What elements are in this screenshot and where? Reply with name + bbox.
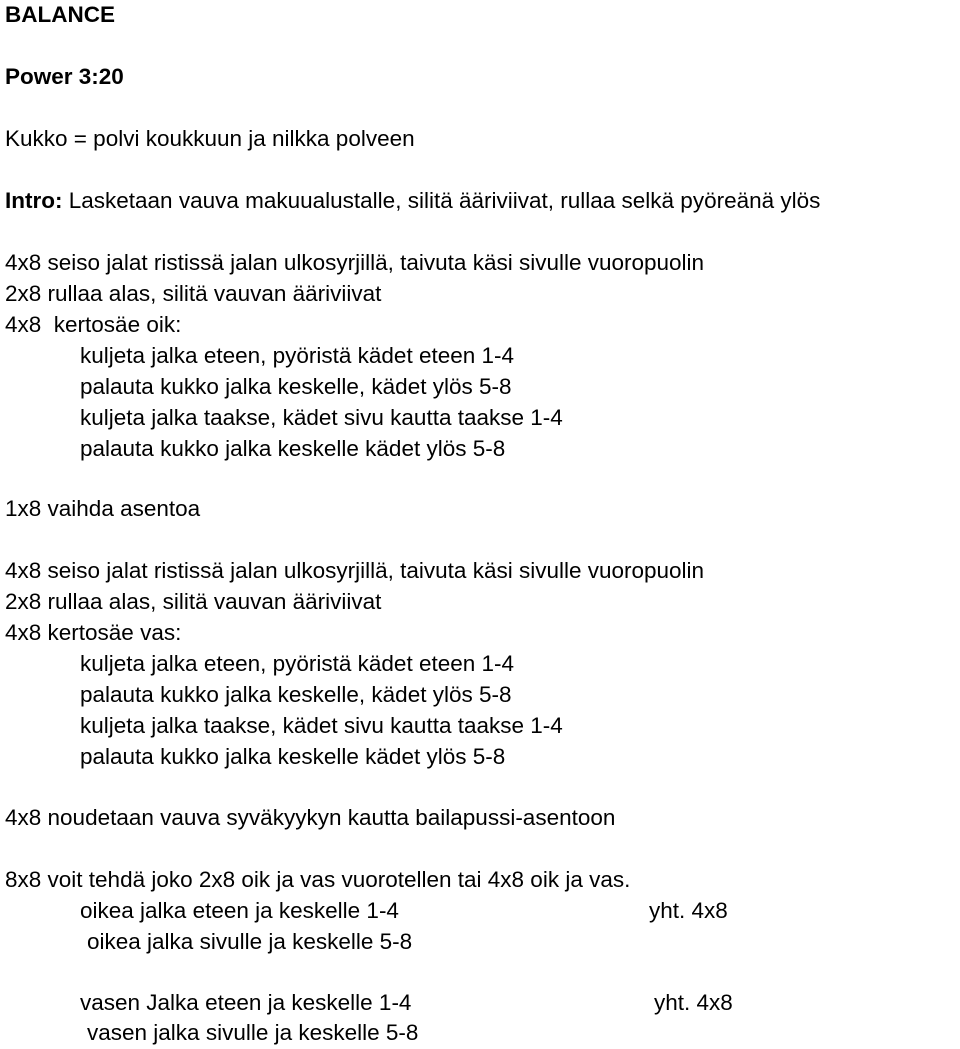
kukko-definition: Kukko = polvi koukkuun ja nilkka polveen bbox=[5, 126, 415, 151]
power-heading: Power 3:20 bbox=[5, 64, 124, 89]
block2-line3: 4x8 kertosäe vas: bbox=[5, 620, 182, 645]
switch-position: 1x8 vaihda asentoa bbox=[5, 496, 201, 521]
block1-step: palauta kukko jalka keskelle, kädet ylös 5-8 bbox=[80, 374, 512, 399]
block1-step: kuljeta jalka eteen, pyöristä kädet eteen 1-4 bbox=[80, 343, 515, 368]
block1-line2: 2x8 rullaa alas, silitä vauvan ääriviivat bbox=[5, 281, 382, 306]
block2-step: kuljeta jalka eteen, pyöristä kädet eteen 1-4 bbox=[80, 651, 515, 676]
block1-step: kuljeta jalka taakse, kädet sivu kautta taakse 1-4 bbox=[80, 405, 563, 430]
title: BALANCE bbox=[5, 2, 115, 27]
final-right1: oikea jalka eteen ja keskelle 1-4 bbox=[80, 898, 399, 923]
final-left2: vasen jalka sivulle ja keskelle 5-8 bbox=[87, 1020, 419, 1045]
block2-line2: 2x8 rullaa alas, silitä vauvan ääriviivat bbox=[5, 589, 382, 614]
intro-line bbox=[5, 186, 820, 216]
block1-line1: 4x8 seiso jalat ristissä jalan ulkosyrjillä, taivuta käsi sivulle vuoropuolin bbox=[5, 250, 705, 275]
block2-step: kuljeta jalka taakse, kädet sivu kautta taakse 1-4 bbox=[80, 713, 563, 738]
final-right2: oikea jalka sivulle ja keskelle 5-8 bbox=[87, 929, 413, 954]
block2-step: palauta kukko jalka keskelle, kädet ylös 5-8 bbox=[80, 682, 512, 707]
final-left1-total: yht. 4x8 bbox=[654, 990, 733, 1015]
block2-step: palauta kukko jalka keskelle kädet ylös 5-8 bbox=[80, 744, 506, 769]
pickup-line: 4x8 noudetaan vauva syväkyykyn kautta bailapussi-asentoon bbox=[5, 805, 616, 830]
block2-line1: 4x8 seiso jalat ristissä jalan ulkosyrjillä, taivuta käsi sivulle vuoropuolin bbox=[5, 558, 705, 583]
block1-line3: 4x8 kertosäe oik: bbox=[5, 312, 182, 337]
intro-label: Intro: bbox=[5, 188, 63, 213]
intro-text: Lasketaan vauva makuualustalle, silitä ääriviivat, rullaa selkä pyöreänä ylös bbox=[62, 188, 821, 213]
block1-step: palauta kukko jalka keskelle kädet ylös 5-8 bbox=[80, 436, 506, 461]
final-line1: 8x8 voit tehdä joko 2x8 oik ja vas vuorotellen tai 4x8 oik ja vas. bbox=[5, 867, 631, 892]
final-left1: vasen Jalka eteen ja keskelle 1-4 bbox=[80, 990, 412, 1015]
final-right1-total: yht. 4x8 bbox=[649, 898, 728, 923]
